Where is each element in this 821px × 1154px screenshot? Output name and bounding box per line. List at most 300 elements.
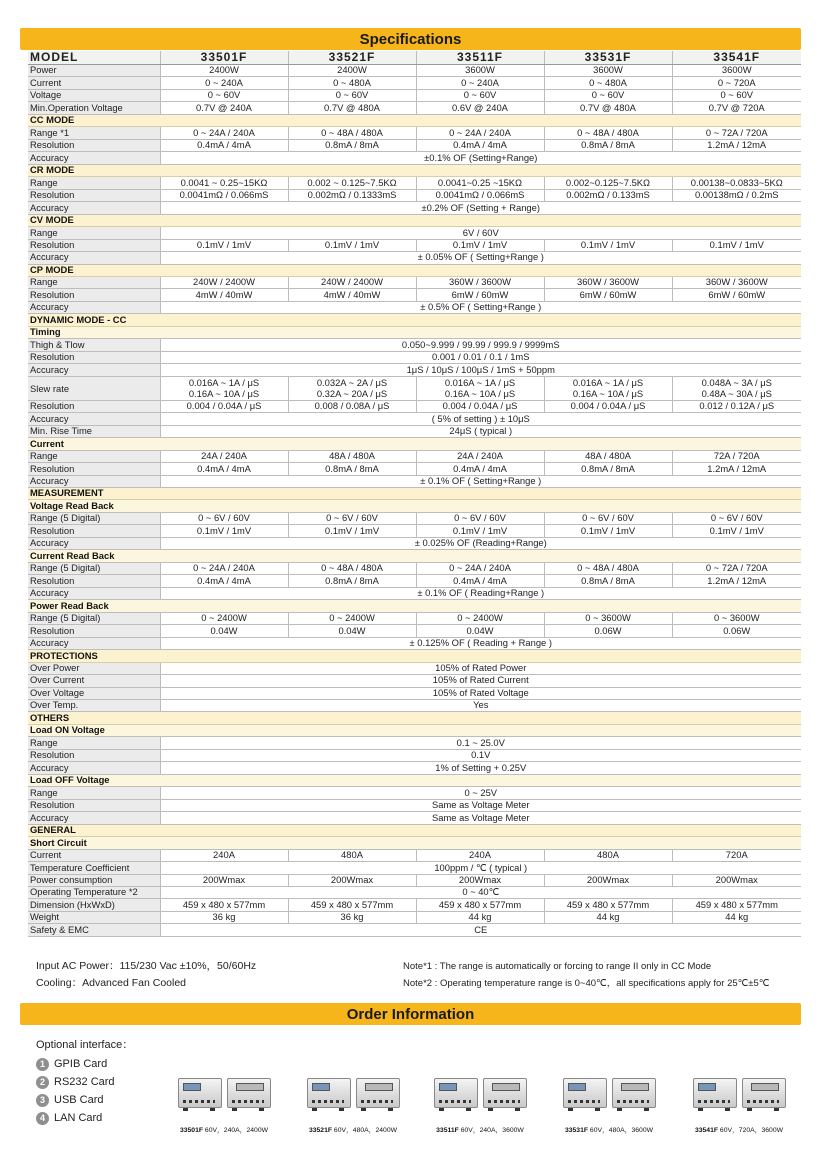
spec-row — [28, 887, 801, 899]
spec-value-all-models: ± 0.025% OF (Reading+Range) — [160, 537, 801, 549]
electronic-load-unit-image — [434, 1078, 478, 1108]
spec-label: Range — [28, 276, 160, 288]
optional-interface-label: RS232 Card — [54, 1076, 115, 1088]
product-model: 33511F — [436, 1127, 459, 1134]
spec-value-all-models: 0.1 ~ 25.0V — [160, 737, 801, 749]
spec-value: 0.04W — [416, 625, 544, 637]
subsection-header-row — [28, 326, 801, 338]
spec-value: 360W / 3600W — [544, 276, 672, 288]
spec-label: Resolution — [28, 189, 160, 201]
spec-label: Slew rate — [28, 376, 160, 400]
section-header-row — [28, 264, 801, 276]
spec-value: 200Wmax — [672, 874, 801, 886]
optional-interface-label: LAN Card — [54, 1112, 103, 1124]
spec-row — [28, 413, 801, 425]
subsection-header-row — [28, 550, 801, 562]
spec-value-all-models: ± 0.1% OF ( Reading+Range ) — [160, 587, 801, 599]
spec-value: 0 ~ 6V / 60V — [416, 512, 544, 524]
spec-value: 0.8mA / 8mA — [544, 575, 672, 587]
spec-row — [28, 924, 801, 936]
product-caption — [549, 1124, 669, 1134]
optional-interface-title: Optional interface： — [36, 1039, 134, 1051]
unit-feet — [747, 1108, 779, 1111]
order-information-title: Order Information — [346, 1005, 475, 1023]
input-power-note: Input AC Power：115/230 Vac ±10%，50/60Hz — [36, 960, 257, 972]
unit-feet — [232, 1108, 264, 1111]
spec-value: 72A / 720A — [672, 450, 801, 462]
spec-label: Resolution — [28, 525, 160, 537]
spec-row — [28, 65, 801, 77]
section-title: CP MODE — [28, 264, 801, 276]
spec-value-all-models: 105% of Rated Current — [160, 675, 801, 687]
spec-value: 0 ~ 24A / 240A — [416, 562, 544, 574]
spec-value: 0.4mA / 4mA — [416, 575, 544, 587]
spec-value: 0.04W — [160, 625, 288, 637]
spec-value: 0 ~ 6V / 60V — [672, 512, 801, 524]
footnote-2: Note*2 : Operating temperature range is 0~40℃，all specifications apply for 25℃±5℃ — [403, 978, 770, 989]
spec-label: Range — [28, 787, 160, 799]
spec-value: 0 ~ 6V / 60V — [288, 512, 416, 524]
display-panel — [568, 1083, 586, 1091]
product-image — [679, 1078, 799, 1108]
spec-value: 6mW / 60mW — [672, 289, 801, 301]
unit-feet — [312, 1108, 344, 1111]
spec-value: 36 kg — [288, 911, 416, 923]
display-panel — [621, 1083, 649, 1091]
spec-value-all-models: Yes — [160, 699, 801, 711]
spec-value: 2400W — [160, 65, 288, 77]
number-badge: 3 — [36, 1094, 49, 1107]
spec-value: 240W / 2400W — [160, 276, 288, 288]
spec-row — [28, 202, 801, 214]
spec-value: 0 ~ 24A / 240A — [416, 127, 544, 139]
spec-row — [28, 575, 801, 587]
subsection-title: Voltage Read Back — [28, 500, 801, 512]
specifications-table — [28, 51, 801, 937]
electronic-load-unit-image — [693, 1078, 737, 1108]
spec-row — [28, 812, 801, 824]
spec-value: 0.0041 ~ 0.25~15KΩ — [160, 177, 288, 189]
spec-value-all-models: 24μS ( typical ) — [160, 425, 801, 437]
electronic-load-unit-image — [742, 1078, 786, 1108]
display-panel — [751, 1083, 779, 1091]
spec-label: Range (5 Digital) — [28, 562, 160, 574]
section-title: OTHERS — [28, 712, 801, 724]
spec-row — [28, 562, 801, 574]
spec-label: Dimension (HxWxD) — [28, 899, 160, 911]
spec-label: Range *1 — [28, 127, 160, 139]
spec-value: 0 ~ 240A — [160, 77, 288, 89]
electronic-load-unit-image — [307, 1078, 351, 1108]
spec-label: Resolution — [28, 799, 160, 811]
spec-value-all-models: 0 ~ 25V — [160, 787, 801, 799]
spec-label: Resolution — [28, 239, 160, 251]
spec-value: 0.002mΩ / 0.133mS — [544, 189, 672, 201]
section-title: CC MODE — [28, 114, 801, 126]
number-badge: 4 — [36, 1112, 49, 1125]
spec-value: 480A — [544, 849, 672, 861]
spec-value: 0.1mV / 1mV — [160, 239, 288, 251]
spec-row — [28, 239, 801, 251]
spec-value: 459 x 480 x 577mm — [672, 899, 801, 911]
spec-value: 0 ~ 60V — [160, 89, 288, 101]
subsection-title: Short Circuit — [28, 837, 801, 849]
spec-value: 0.1mV / 1mV — [160, 525, 288, 537]
spec-value-all-models: CE — [160, 924, 801, 936]
spec-value: 0.7V @ 480A — [544, 102, 672, 114]
product-caption — [164, 1124, 284, 1134]
spec-row — [28, 475, 801, 487]
spec-value: 0 ~ 480A — [544, 77, 672, 89]
spec-label: Accuracy — [28, 152, 160, 164]
spec-label: Safety & EMC — [28, 924, 160, 936]
spec-value: 0 ~ 720A — [672, 77, 801, 89]
spec-value-all-models: 105% of Rated Power — [160, 662, 801, 674]
spec-label: Over Temp. — [28, 699, 160, 711]
spec-value-all-models: ± 0.1% OF ( Setting+Range ) — [160, 475, 801, 487]
spec-label: Resolution — [28, 463, 160, 475]
spec-label: Current — [28, 77, 160, 89]
spec-row — [28, 512, 801, 524]
section-title: MEASUREMENT — [28, 488, 801, 500]
spec-label: Resolution — [28, 625, 160, 637]
spec-value: 0 ~ 60V — [544, 89, 672, 101]
spec-value: 0.4mA / 4mA — [160, 463, 288, 475]
spec-label: Range — [28, 737, 160, 749]
spec-row — [28, 364, 801, 376]
spec-row — [28, 687, 801, 699]
spec-value: 0 ~ 72A / 720A — [672, 562, 801, 574]
optional-interface-label: GPIB Card — [54, 1058, 108, 1070]
spec-value: 0.1mV / 1mV — [544, 525, 672, 537]
spec-label: Resolution — [28, 575, 160, 587]
spec-value: 0 ~ 3600W — [544, 612, 672, 624]
product-caption — [420, 1124, 540, 1134]
spec-value: 0 ~ 48A / 480A — [544, 562, 672, 574]
spec-value: 0.4mA / 4mA — [416, 463, 544, 475]
section-header-row — [28, 214, 801, 226]
spec-value: 0.8mA / 8mA — [544, 463, 672, 475]
product-image — [420, 1078, 540, 1108]
spec-value: 36 kg — [160, 911, 288, 923]
spec-row — [28, 425, 801, 437]
spec-label: Accuracy — [28, 413, 160, 425]
spec-label: Range — [28, 450, 160, 462]
spec-value: 44 kg — [416, 911, 544, 923]
spec-value: 24A / 240A — [416, 450, 544, 462]
spec-value-all-models: ±0.1% OF (Setting+Range) — [160, 152, 801, 164]
spec-row — [28, 339, 801, 351]
section-title: CV MODE — [28, 214, 801, 226]
spec-value: 240W / 2400W — [288, 276, 416, 288]
spec-value: 240A — [160, 849, 288, 861]
subsection-header-row — [28, 774, 801, 786]
subsection-title: Current — [28, 438, 801, 450]
spec-value: 0.00138~0.0833~5KΩ — [672, 177, 801, 189]
spec-value: 200Wmax — [544, 874, 672, 886]
spec-value: 0.7V @ 240A — [160, 102, 288, 114]
spec-value-all-models: ± 0.05% OF ( Setting+Range ) — [160, 252, 801, 264]
spec-label: Current — [28, 849, 160, 861]
spec-label: Thigh & Tlow — [28, 339, 160, 351]
spec-value-all-models: 0.1V — [160, 749, 801, 761]
product-item — [164, 1078, 284, 1134]
spec-value-all-models: ( 5% of setting ) ± 10μS — [160, 413, 801, 425]
spec-value: 720A — [672, 849, 801, 861]
spec-row — [28, 189, 801, 201]
spec-value: 0.1mV / 1mV — [288, 239, 416, 251]
specifications-banner — [20, 28, 801, 50]
spec-row — [28, 227, 801, 239]
spec-label: Accuracy — [28, 812, 160, 824]
product-image — [549, 1078, 669, 1108]
spec-value: 0 ~ 3600W — [672, 612, 801, 624]
spec-value: 0.1mV / 1mV — [672, 525, 801, 537]
spec-label: Over Current — [28, 675, 160, 687]
spec-value: 3600W — [544, 65, 672, 77]
spec-label: Min. Rise Time — [28, 425, 160, 437]
front-panel-keys — [617, 1100, 649, 1103]
footnotes — [403, 958, 769, 992]
spec-value: 0.8mA / 8mA — [544, 139, 672, 151]
spec-value: 0.002~0.125~7.5KΩ — [544, 177, 672, 189]
front-panel-keys — [568, 1100, 600, 1103]
product-description: 60V，480A，2400W — [333, 1127, 398, 1134]
spec-label: Voltage — [28, 89, 160, 101]
spec-label: Accuracy — [28, 364, 160, 376]
model-name: 33531F — [544, 51, 672, 65]
spec-label: Accuracy — [28, 587, 160, 599]
spec-value: 0.016A ~ 1A / μS 0.16A ~ 10A / μS — [416, 376, 544, 400]
spec-value: 0.1mV / 1mV — [544, 239, 672, 251]
order-information-banner — [20, 1003, 801, 1025]
optional-interface-item — [36, 1109, 115, 1127]
spec-row — [28, 911, 801, 923]
spec-value: 0.8mA / 8mA — [288, 463, 416, 475]
product-caption — [679, 1124, 799, 1134]
section-header-row — [28, 712, 801, 724]
spec-label: Accuracy — [28, 637, 160, 649]
spec-value: 0.4mA / 4mA — [416, 139, 544, 151]
subsection-header-row — [28, 600, 801, 612]
spec-label: Min.Operation Voltage — [28, 102, 160, 114]
electronic-load-unit-image — [563, 1078, 607, 1108]
spec-row — [28, 874, 801, 886]
spec-value: 0 ~ 48A / 480A — [288, 562, 416, 574]
spec-row — [28, 612, 801, 624]
unit-feet — [361, 1108, 393, 1111]
spec-label: Weight — [28, 911, 160, 923]
section-title: PROTECTIONS — [28, 650, 801, 662]
spec-label: Resolution — [28, 289, 160, 301]
front-panel-keys — [183, 1100, 215, 1103]
product-item — [549, 1078, 669, 1134]
section-header-row — [28, 114, 801, 126]
spec-value: 0.8mA / 8mA — [288, 575, 416, 587]
spec-value: 0.1mV / 1mV — [416, 525, 544, 537]
spec-row — [28, 849, 801, 861]
spec-value-all-models: 1μS / 10μS / 100μS / 1mS + 50ppm — [160, 364, 801, 376]
spec-value-all-models: 105% of Rated Voltage — [160, 687, 801, 699]
section-header-row — [28, 314, 801, 326]
spec-value: 44 kg — [672, 911, 801, 923]
spec-value-all-models: Same as Voltage Meter — [160, 812, 801, 824]
spec-value: 0 ~ 60V — [288, 89, 416, 101]
product-item — [420, 1078, 540, 1134]
spec-row — [28, 177, 801, 189]
optional-interface-list — [36, 1055, 115, 1127]
spec-value: 0.06W — [544, 625, 672, 637]
spec-value-all-models: 6V / 60V — [160, 227, 801, 239]
spec-value: 0.1mV / 1mV — [672, 239, 801, 251]
model-header-row — [28, 51, 801, 65]
spec-value: 459 x 480 x 577mm — [160, 899, 288, 911]
spec-value: 0 ~ 6V / 60V — [544, 512, 672, 524]
spec-label: Accuracy — [28, 252, 160, 264]
front-panel-keys — [698, 1100, 730, 1103]
spec-value: 44 kg — [544, 911, 672, 923]
spec-row — [28, 152, 801, 164]
subsection-title: Load OFF Voltage — [28, 774, 801, 786]
spec-value: 0 ~ 24A / 240A — [160, 562, 288, 574]
spec-value: 0 ~ 480A — [288, 77, 416, 89]
spec-value: 0 ~ 2400W — [160, 612, 288, 624]
spec-value: 0.4mA / 4mA — [160, 139, 288, 151]
spec-value: 0 ~ 240A — [416, 77, 544, 89]
spec-value-all-models: ±0.2% OF (Setting + Range) — [160, 202, 801, 214]
spec-row — [28, 376, 801, 400]
spec-row — [28, 127, 801, 139]
section-title: GENERAL — [28, 824, 801, 836]
spec-row — [28, 252, 801, 264]
optional-interface-label: USB Card — [54, 1094, 104, 1106]
model-name: 33521F — [288, 51, 416, 65]
spec-row — [28, 787, 801, 799]
spec-value: 1.2mA / 12mA — [672, 139, 801, 151]
product-image — [164, 1078, 284, 1108]
spec-value: 459 x 480 x 577mm — [416, 899, 544, 911]
spec-value: 4mW / 40mW — [288, 289, 416, 301]
spec-value: 3600W — [672, 65, 801, 77]
product-description: 60V，720A，3600W — [719, 1127, 784, 1134]
spec-row — [28, 351, 801, 363]
section-header-row — [28, 650, 801, 662]
unit-feet — [568, 1108, 600, 1111]
subsection-title: Timing — [28, 326, 801, 338]
spec-value: 200Wmax — [416, 874, 544, 886]
spec-value: 0 ~ 72A / 720A — [672, 127, 801, 139]
spec-value-all-models: 0.050~9.999 / 99.99 / 999.9 / 9999mS — [160, 339, 801, 351]
spec-value: 6mW / 60mW — [416, 289, 544, 301]
spec-value: 6mW / 60mW — [544, 289, 672, 301]
front-panel-keys — [361, 1100, 393, 1103]
spec-value: 240A — [416, 849, 544, 861]
product-image — [293, 1078, 413, 1108]
spec-row — [28, 662, 801, 674]
spec-value: 0.1mV / 1mV — [288, 525, 416, 537]
spec-label: Accuracy — [28, 475, 160, 487]
product-model: 33541F — [694, 1127, 719, 1134]
spec-label: Range (5 Digital) — [28, 612, 160, 624]
spec-value: 0 ~ 6V / 60V — [160, 512, 288, 524]
spec-value: 0.032A ~ 2A / μS 0.32A ~ 20A / μS — [288, 376, 416, 400]
spec-value: 48A / 480A — [288, 450, 416, 462]
spec-value-all-models: Same as Voltage Meter — [160, 799, 801, 811]
spec-value-all-models: 0 ~ 40℃ — [160, 887, 801, 899]
spec-label: Resolution — [28, 749, 160, 761]
section-title: CR MODE — [28, 164, 801, 176]
spec-value: 0 ~ 60V — [416, 89, 544, 101]
display-panel — [183, 1083, 201, 1091]
spec-value: 459 x 480 x 577mm — [544, 899, 672, 911]
spec-value: 24A / 240A — [160, 450, 288, 462]
spec-value: 1.2mA / 12mA — [672, 575, 801, 587]
spec-row — [28, 799, 801, 811]
spec-value: 0.048A ~ 3A / μS 0.48A ~ 30A / μS — [672, 376, 801, 400]
product-caption — [293, 1124, 413, 1134]
section-header-row — [28, 488, 801, 500]
front-panel-keys — [439, 1100, 471, 1103]
spec-value: 0.1mV / 1mV — [416, 239, 544, 251]
spec-row — [28, 525, 801, 537]
spec-label: Power — [28, 65, 160, 77]
spec-label: Range — [28, 227, 160, 239]
spec-value-all-models: 0.001 / 0.01 / 0.1 / 1mS — [160, 351, 801, 363]
spec-label: Operating Temperature *2 — [28, 887, 160, 899]
display-panel — [698, 1083, 716, 1091]
unit-feet — [183, 1108, 215, 1111]
spec-label: Accuracy — [28, 762, 160, 774]
spec-label: Over Power — [28, 662, 160, 674]
spec-label: Resolution — [28, 139, 160, 151]
spec-label: Accuracy — [28, 202, 160, 214]
spec-row — [28, 899, 801, 911]
front-panel-keys — [747, 1100, 779, 1103]
spec-value: 0.004 / 0.04A / μS — [544, 400, 672, 412]
spec-value: 0 ~ 24A / 240A — [160, 127, 288, 139]
spec-label: Accuracy — [28, 537, 160, 549]
power-notes — [36, 958, 256, 992]
spec-label: Power consumption — [28, 874, 160, 886]
display-panel — [236, 1083, 264, 1091]
spec-row — [28, 450, 801, 462]
spec-row — [28, 587, 801, 599]
subsection-title: Current Read Back — [28, 550, 801, 562]
electronic-load-unit-image — [356, 1078, 400, 1108]
spec-value: 0.016A ~ 1A / μS 0.16A ~ 10A / μS — [160, 376, 288, 400]
spec-row — [28, 102, 801, 114]
subsection-header-row — [28, 500, 801, 512]
optional-interface-item — [36, 1055, 115, 1073]
spec-value: 0.0041~0.25 ~15KΩ — [416, 177, 544, 189]
electronic-load-unit-image — [612, 1078, 656, 1108]
unit-feet — [488, 1108, 520, 1111]
cooling-note: Cooling：Advanced Fan Cooled — [36, 977, 187, 989]
model-name: 33501F — [160, 51, 288, 65]
front-panel-keys — [312, 1100, 344, 1103]
product-description: 60V，480A，3600W — [589, 1127, 654, 1134]
spec-label: Resolution — [28, 351, 160, 363]
spec-value: 0 ~ 2400W — [288, 612, 416, 624]
section-header-row — [28, 164, 801, 176]
spec-value: 2400W — [288, 65, 416, 77]
electronic-load-unit-image — [227, 1078, 271, 1108]
spec-value: 0.4mA / 4mA — [160, 575, 288, 587]
spec-value: 4mW / 40mW — [160, 289, 288, 301]
spec-row — [28, 139, 801, 151]
spec-label: Range (5 Digital) — [28, 512, 160, 524]
subsection-title: Load ON Voltage — [28, 724, 801, 736]
